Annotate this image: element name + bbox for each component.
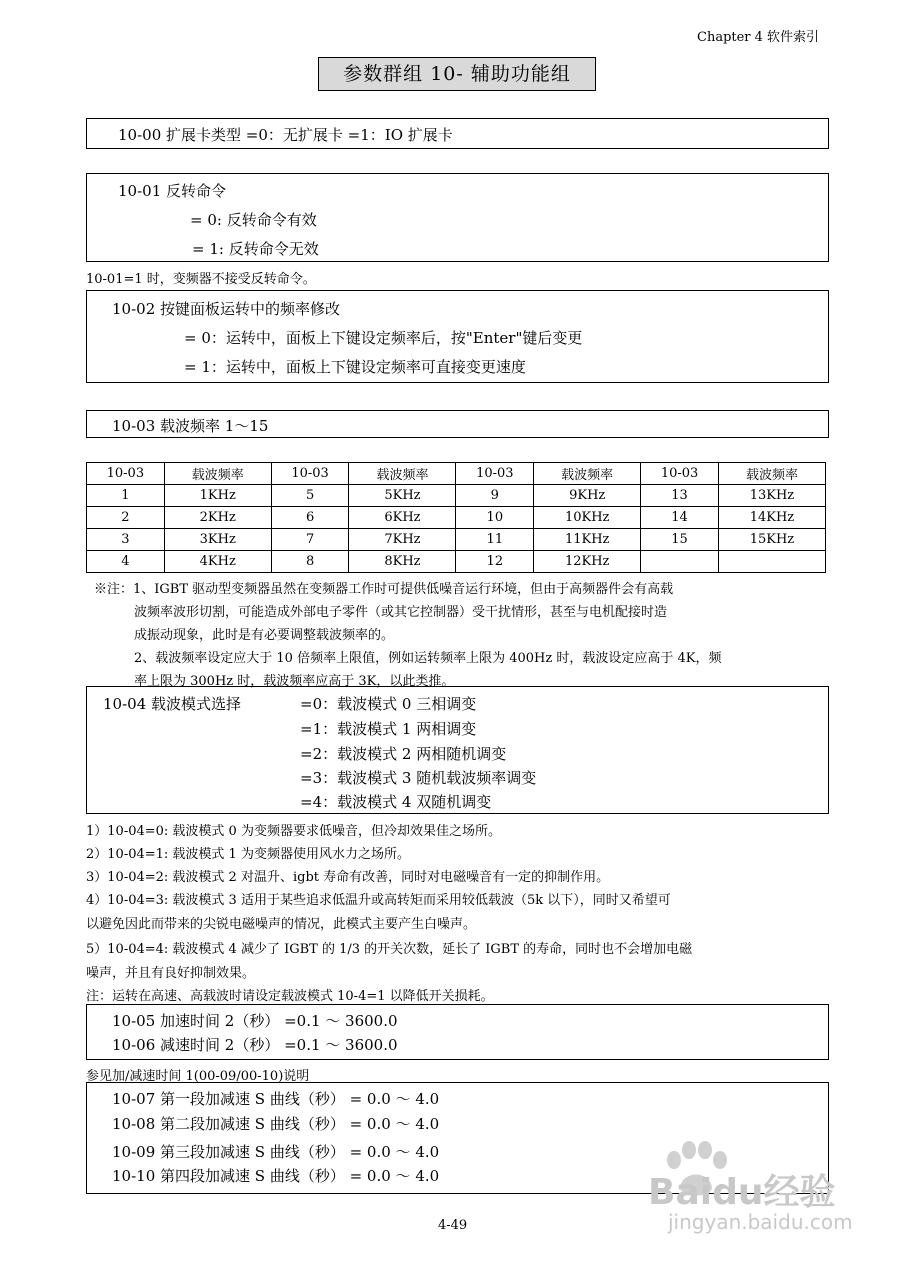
table-cell: 12 (456, 551, 534, 573)
mode-note-3: 3）10-04=2: 载波模式 2 对温升、igbt 寿命有改善，同时对电磁噪音有一定的抑制作用。 (86, 870, 610, 885)
mode-note-4: 4）10-04=3: 载波模式 3 适用于某些追求低温升或高转矩而采用较低载波（5k 以下），同时又希望可 (86, 893, 671, 908)
mode-note-7: 噪声，并且有良好抑制效果。 (86, 966, 256, 981)
table-cell (641, 551, 719, 573)
table-cell: 11 (456, 529, 534, 551)
table-cell: 13 (641, 485, 719, 507)
param-10-06-text: 10-06 减速时间 2（秒） =0.1 ～ 3600.0 (112, 1036, 398, 1054)
carrier-frequency-table (86, 462, 826, 573)
param-10-04-opt: =2：载波模式 2 两相随机调变 (300, 745, 507, 763)
param-10-08-text: 10-08 第二段加减速 S 曲线（秒） = 0.0 ～ 4.0 (112, 1115, 440, 1133)
table-cell: 4KHz (164, 551, 271, 573)
param-10-00-text: 10-00 扩展卡类型 =0：无扩展卡 =1：IO 扩展卡 (118, 126, 453, 144)
table-cell: 11KHz (534, 529, 641, 551)
table-cell: 15KHz (718, 529, 825, 551)
table-row (87, 551, 826, 573)
param-10-02-title: 10-02 按键面板运转中的频率修改 (112, 300, 341, 318)
table-header-row (87, 463, 826, 485)
table-header-cell: 载波频率 (349, 463, 456, 485)
table-cell: 10 (456, 507, 534, 529)
table-cell: 6KHz (349, 507, 456, 529)
param-10-04-opt: =4：载波模式 4 双随机调变 (300, 793, 492, 811)
table-cell: 1 (87, 485, 165, 507)
param-10-01-opt0: = 0: 反转命令有效 (190, 211, 317, 229)
table-cell: 7 (271, 529, 349, 551)
param-10-01-note: 10-01=1 时，变频器不接受反转命令。 (86, 272, 316, 287)
table-header-cell: 10-03 (456, 463, 534, 485)
param-10-04-opt: =3：载波模式 3 随机载波频率调变 (300, 769, 537, 787)
param-10-04-title: 10-04 载波模式选择 (103, 695, 242, 713)
mode-note-8: 注：运转在高速、高载波时请设定载波模式 10-4=1 以降低开关损耗。 (86, 989, 494, 1004)
param-10-04-opt: =1：载波模式 1 两相调变 (300, 720, 477, 738)
table-cell: 14 (641, 507, 719, 529)
carrier-note-3: 成振动现象，此时是有必要调整载波频率的。 (134, 628, 395, 643)
carrier-note-5: 率上限为 300Hz 时，载波频率应高于 3K，以此类推。 (134, 674, 455, 689)
table-cell: 12KHz (534, 551, 641, 573)
table-row (87, 485, 826, 507)
table-cell: 6 (271, 507, 349, 529)
param-10-01-title: 10-01 反转命令 (118, 182, 227, 200)
param-10-07-text: 10-07 第一段加减速 S 曲线（秒） = 0.0 ～ 4.0 (112, 1090, 440, 1108)
carrier-note-4: 2、载波频率设定应大于 10 倍频率上限值，例如运转频率上限为 400Hz 时，载波设定应高于 4K，频 (134, 651, 722, 666)
table-cell: 2KHz (164, 507, 271, 529)
param-10-02-opt0: = 0：运转中，面板上下键设定频率后，按"Enter"键后变更 (184, 329, 583, 347)
table-cell: 3 (87, 529, 165, 551)
page-number: 4-49 (438, 1218, 468, 1233)
param-10-09-text: 10-09 第三段加减速 S 曲线（秒） = 0.0 ～ 4.0 (112, 1143, 440, 1161)
watermark-brand: Baidu经验 (648, 1172, 836, 1213)
table-header-cell: 10-03 (271, 463, 349, 485)
table-cell: 13KHz (718, 485, 825, 507)
carrier-note-1: ※注：1、IGBT 驱动型变频器虽然在变频器工作时可提供低噪音运行环境，但由于高频器件会有高载 (94, 582, 674, 597)
table-cell: 9 (456, 485, 534, 507)
table-cell: 1KHz (164, 485, 271, 507)
mode-note-5: 以避免因此而带来的尖锐电磁噪声的情况，此模式主要产生白噪声。 (86, 917, 477, 932)
param-10-04-opt: =0：载波模式 0 三相调变 (300, 695, 477, 713)
carrier-note-2: 波频率波形切割，可能造成外部电子零件（或其它控制器）受干扰情形，甚至与电机配接时造 (134, 605, 668, 620)
table-cell: 4 (87, 551, 165, 573)
chapter-header: Chapter 4 软件索引 (697, 30, 820, 45)
table-cell (718, 551, 825, 573)
table-cell: 8 (271, 551, 349, 573)
param-10-03-title: 10-03 载波频率 1～15 (112, 417, 269, 435)
mode-note-6: 5）10-04=4: 载波模式 4 减少了 IGBT 的 1/3 的开关次数，延长了 IGBT 的寿命，同时也不会增加电磁 (86, 942, 693, 957)
table-cell: 15 (641, 529, 719, 551)
table-cell: 9KHz (534, 485, 641, 507)
table-header-cell: 10-03 (87, 463, 165, 485)
table-row (87, 529, 826, 551)
table-cell: 8KHz (349, 551, 456, 573)
table-cell: 14KHz (718, 507, 825, 529)
param-10-10-text: 10-10 第四段加减速 S 曲线（秒） = 0.0 ～ 4.0 (112, 1167, 440, 1185)
table-header-cell: 载波频率 (534, 463, 641, 485)
table-cell: 5 (271, 485, 349, 507)
table-header-cell: 10-03 (641, 463, 719, 485)
table-cell: 2 (87, 507, 165, 529)
table-header-cell: 载波频率 (718, 463, 825, 485)
table-cell: 3KHz (164, 529, 271, 551)
table-cell: 5KHz (349, 485, 456, 507)
param-10-01-opt1: = 1: 反转命令无效 (192, 240, 319, 258)
table-row (87, 507, 826, 529)
param-10-02-opt1: = 1：运转中，面板上下键设定频率可直接变更速度 (184, 358, 526, 376)
table-cell: 7KHz (349, 529, 456, 551)
table-header-cell: 载波频率 (164, 463, 271, 485)
watermark-url: jingyan.baidu.com (668, 1210, 853, 1234)
param-10-05-text: 10-05 加速时间 2（秒） =0.1 ～ 3600.0 (112, 1012, 398, 1030)
mode-note-2: 2）10-04=1: 载波模式 1 为变频器使用风水力之场所。 (86, 847, 410, 862)
table-cell: 10KHz (534, 507, 641, 529)
mode-note-1: 1）10-04=0: 载波模式 0 为变频器要求低噪音，但冷却效果佳之场所。 (86, 824, 501, 839)
page-title: 参数群组 10- 辅助功能组 (318, 57, 596, 91)
param-10-05-note: 参见加/减速时间 1(00-09/00-10)说明 (86, 1069, 310, 1084)
